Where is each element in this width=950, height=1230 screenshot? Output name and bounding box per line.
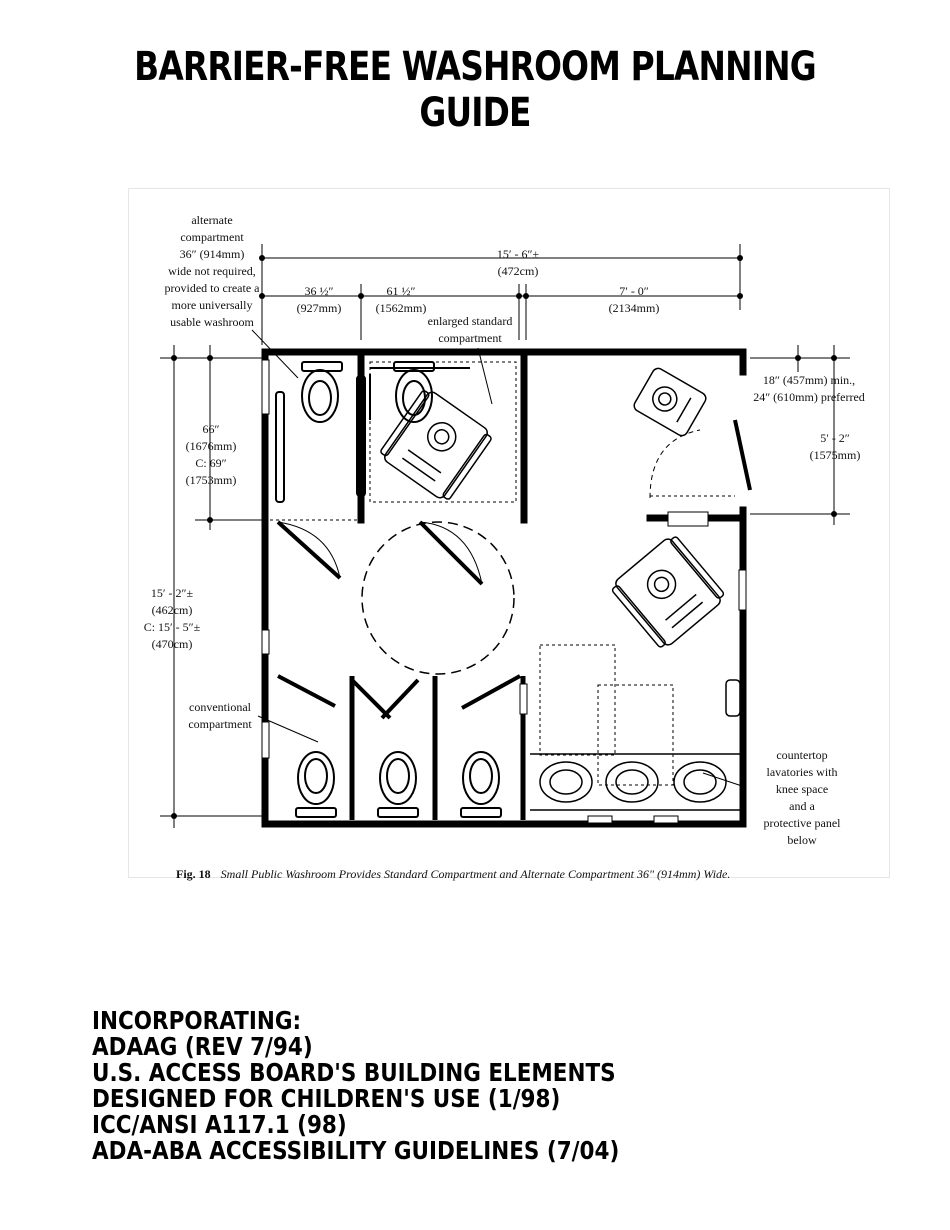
enlarged-standard-label: enlarged standard compartment (427, 314, 513, 345)
figure-caption (176, 867, 730, 882)
dimension-66-inch: 66″ (1676mm) C: 69″ (1753mm) (185, 422, 237, 487)
dimension-15-foot-2: 15′ - 2″± (462cm) C: 15′ - 5″± (470cm) (143, 586, 201, 651)
page-title: BARRIER-FREE WASHROOM PLANNING GUIDE (134, 44, 816, 136)
dimension-7-foot: 7′ - 0″ (2134mm) (608, 284, 660, 315)
door-swings (278, 430, 700, 584)
grab-bars (276, 368, 470, 502)
countertop-lavatories-label: countertop lavatories with knee space and a protective panel below (763, 748, 841, 847)
figure-number: Fig. 18 (176, 867, 211, 881)
partitions (352, 676, 523, 820)
dimension-61-inch: 61 ½″ (1562mm) (375, 284, 427, 315)
incorporating-heading: INCORPORATING: (92, 1006, 302, 1035)
incorporating-list (92, 1008, 619, 1164)
conventional-compartment-label: conventional compartment (188, 700, 252, 731)
overall-width-dimension: 15′ - 6″± (472cm) (496, 247, 540, 278)
standard-item: ADA-ABA ACCESSIBILITY GUIDELINES (7/04) (92, 1136, 620, 1165)
doors (278, 420, 750, 718)
standard-item: U.S. ACCESS BOARD'S BUILDING ELEMENTS (92, 1058, 616, 1087)
dimension-5-foot-2: 5′ - 2″ (1575mm) (809, 431, 861, 462)
countertop-lavatories (530, 680, 740, 810)
dimension-18-inch: 18″ (457mm) min., 24″ (610mm) preferred (753, 373, 865, 404)
standard-item: ICC/ANSI A117.1 (98) (92, 1110, 347, 1139)
standard-item: ADAAG (REV 7/94) (92, 1032, 313, 1061)
walls (265, 352, 743, 824)
turning-circle (362, 522, 514, 674)
figure-caption-text: Small Public Washroom Provides Standard Compartment and Alternate Compartment 36" (914mm) Wide. (220, 867, 731, 881)
clearance-areas (270, 362, 735, 785)
dimension-36-inch: 36 ½″ (927mm) (296, 284, 342, 315)
toilets (296, 362, 501, 817)
alternate-compartment-label: alternate compartment 36″ (914mm) wide not required, provided to create a more universally usable washroom (164, 213, 260, 329)
standard-item: DESIGNED FOR CHILDREN'S USE (1/98) (92, 1084, 561, 1113)
